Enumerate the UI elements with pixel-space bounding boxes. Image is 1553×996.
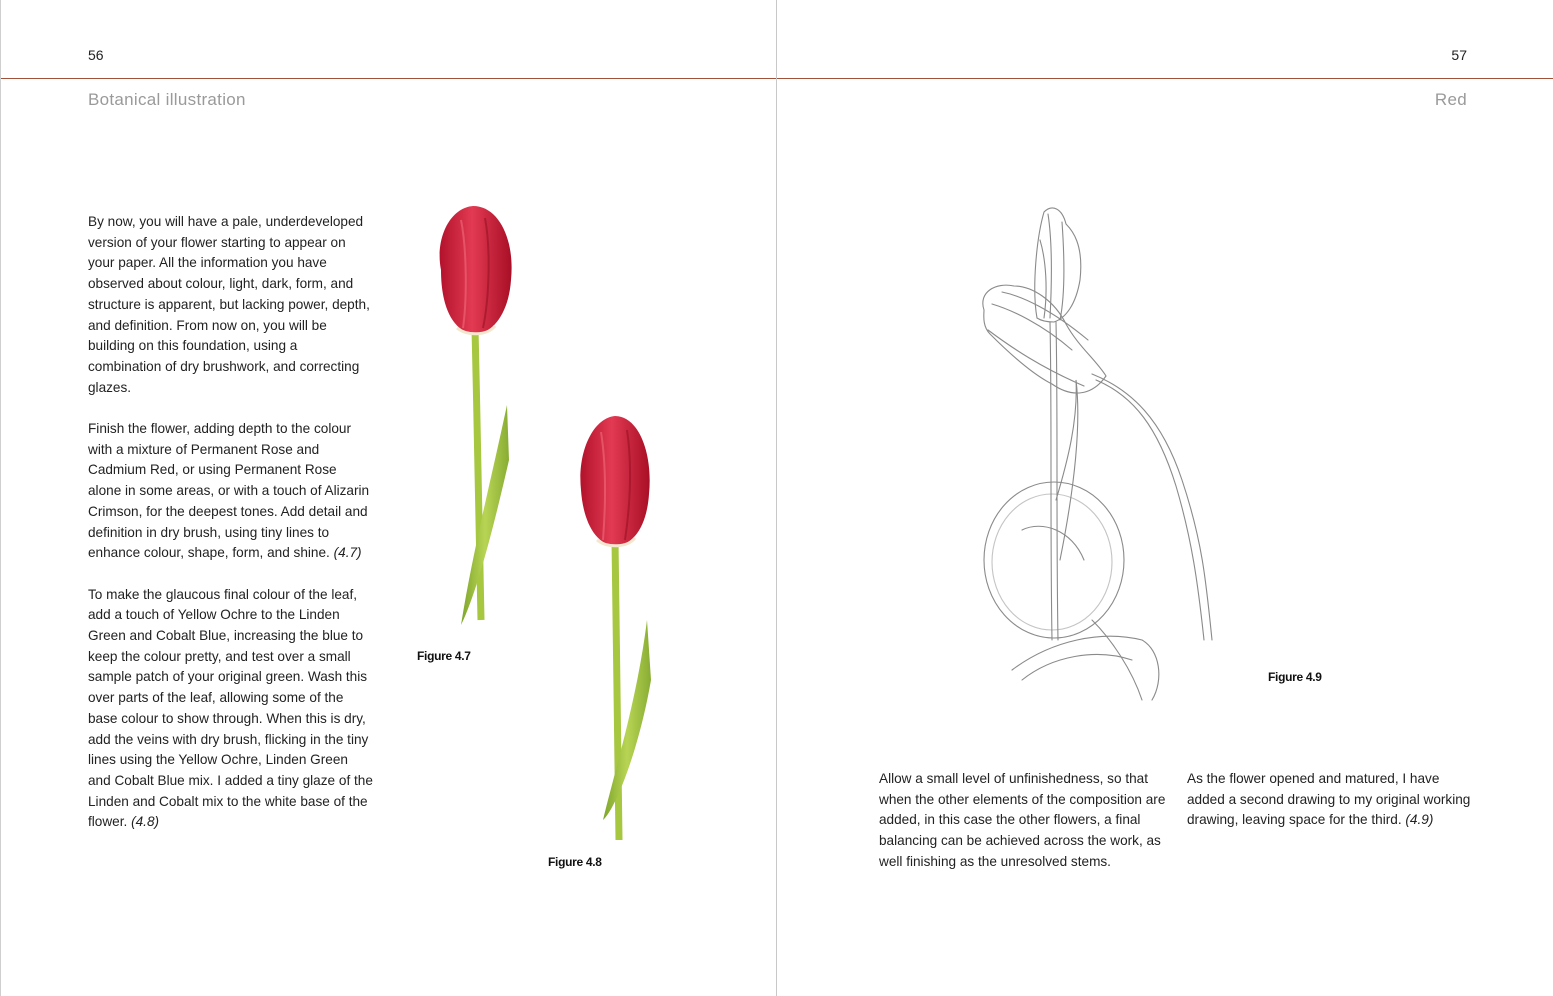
right-column-2 [1187, 769, 1479, 852]
paragraph-second-drawing: As the flower opened and matured, I have added a second drawing to my original working drawing, leaving space for the third. (4.9) [1187, 771, 1471, 828]
running-head-left: Botanical illustration [88, 90, 246, 109]
tulip-bloom [440, 206, 512, 334]
header-rule-left [1, 78, 777, 79]
tulip-bloom [580, 416, 649, 546]
paragraph-2: Finish the flower, adding depth to the colour with a mixture of Permanent Rose and Cadmium Red, or using Permanent Rose alone in some areas, or with a touch of Alizarin Crimson, for the deepest tones. Add detail and definition in dry brush, using tiny lines to enhance colour, shape, form, and shine. (4.7) [88, 421, 370, 561]
leaf [603, 620, 651, 820]
figure-ref-4-7: (4.7) [333, 545, 362, 561]
paragraph-1: By now, you will have a pale, underdeveloped version of your flower starting to appear on your paper. All the information you have observed about colour, light, dark, form, and structure is apparent, but lacking power, depth, and definition. From now on, you will be building on this foundation, using a combination of dry brushwork, and correcting glazes. [88, 214, 370, 395]
paragraph-3: To make the glaucous final colour of the leaf, add a touch of Yellow Ochre to the Linden Green and Cobalt Blue, increasing the blue to keep the colour pretty, and test over a small sample patch of your original green. Wash this over parts of the leaf, allowing some of the base colour to show through. When this is dry, add the veins with dry brush, flicking in the tiny lines using the Yellow Ochre, Linden Green and Cobalt Blue mix. I added a tiny glaze of the Linden and Cobalt mix to the white base of the flower. (4.8) [88, 586, 373, 830]
right-page [777, 0, 1553, 996]
tulip-painting-4-8 [571, 410, 661, 850]
right-column-1 [879, 769, 1171, 893]
figure-caption-4-7: Figure 4.7 [417, 649, 471, 663]
figure-ref-4-9: (4.9) [1405, 812, 1434, 828]
figure-caption-4-9: Figure 4.9 [1268, 670, 1322, 684]
running-head-right: Red [1434, 90, 1467, 109]
figure-ref-4-8: (4.8) [131, 814, 160, 830]
left-body-text [88, 212, 373, 854]
tulip-painting-4-7 [421, 200, 531, 640]
page-number-right: 57 [1451, 47, 1467, 63]
page-number-left: 56 [88, 47, 104, 63]
paragraph-unfinishedness: Allow a small level of unfinishedness, so that when the other elements of the composition are added, in this case the other flowers, a final balancing can be achieved across the work, as well finishing as the unresolved stems. [879, 771, 1166, 869]
header-rule-right [777, 78, 1553, 79]
leaf [461, 405, 509, 625]
figure-caption-4-8: Figure 4.8 [548, 855, 602, 869]
pencil-drawing-4-9 [992, 200, 1292, 740]
